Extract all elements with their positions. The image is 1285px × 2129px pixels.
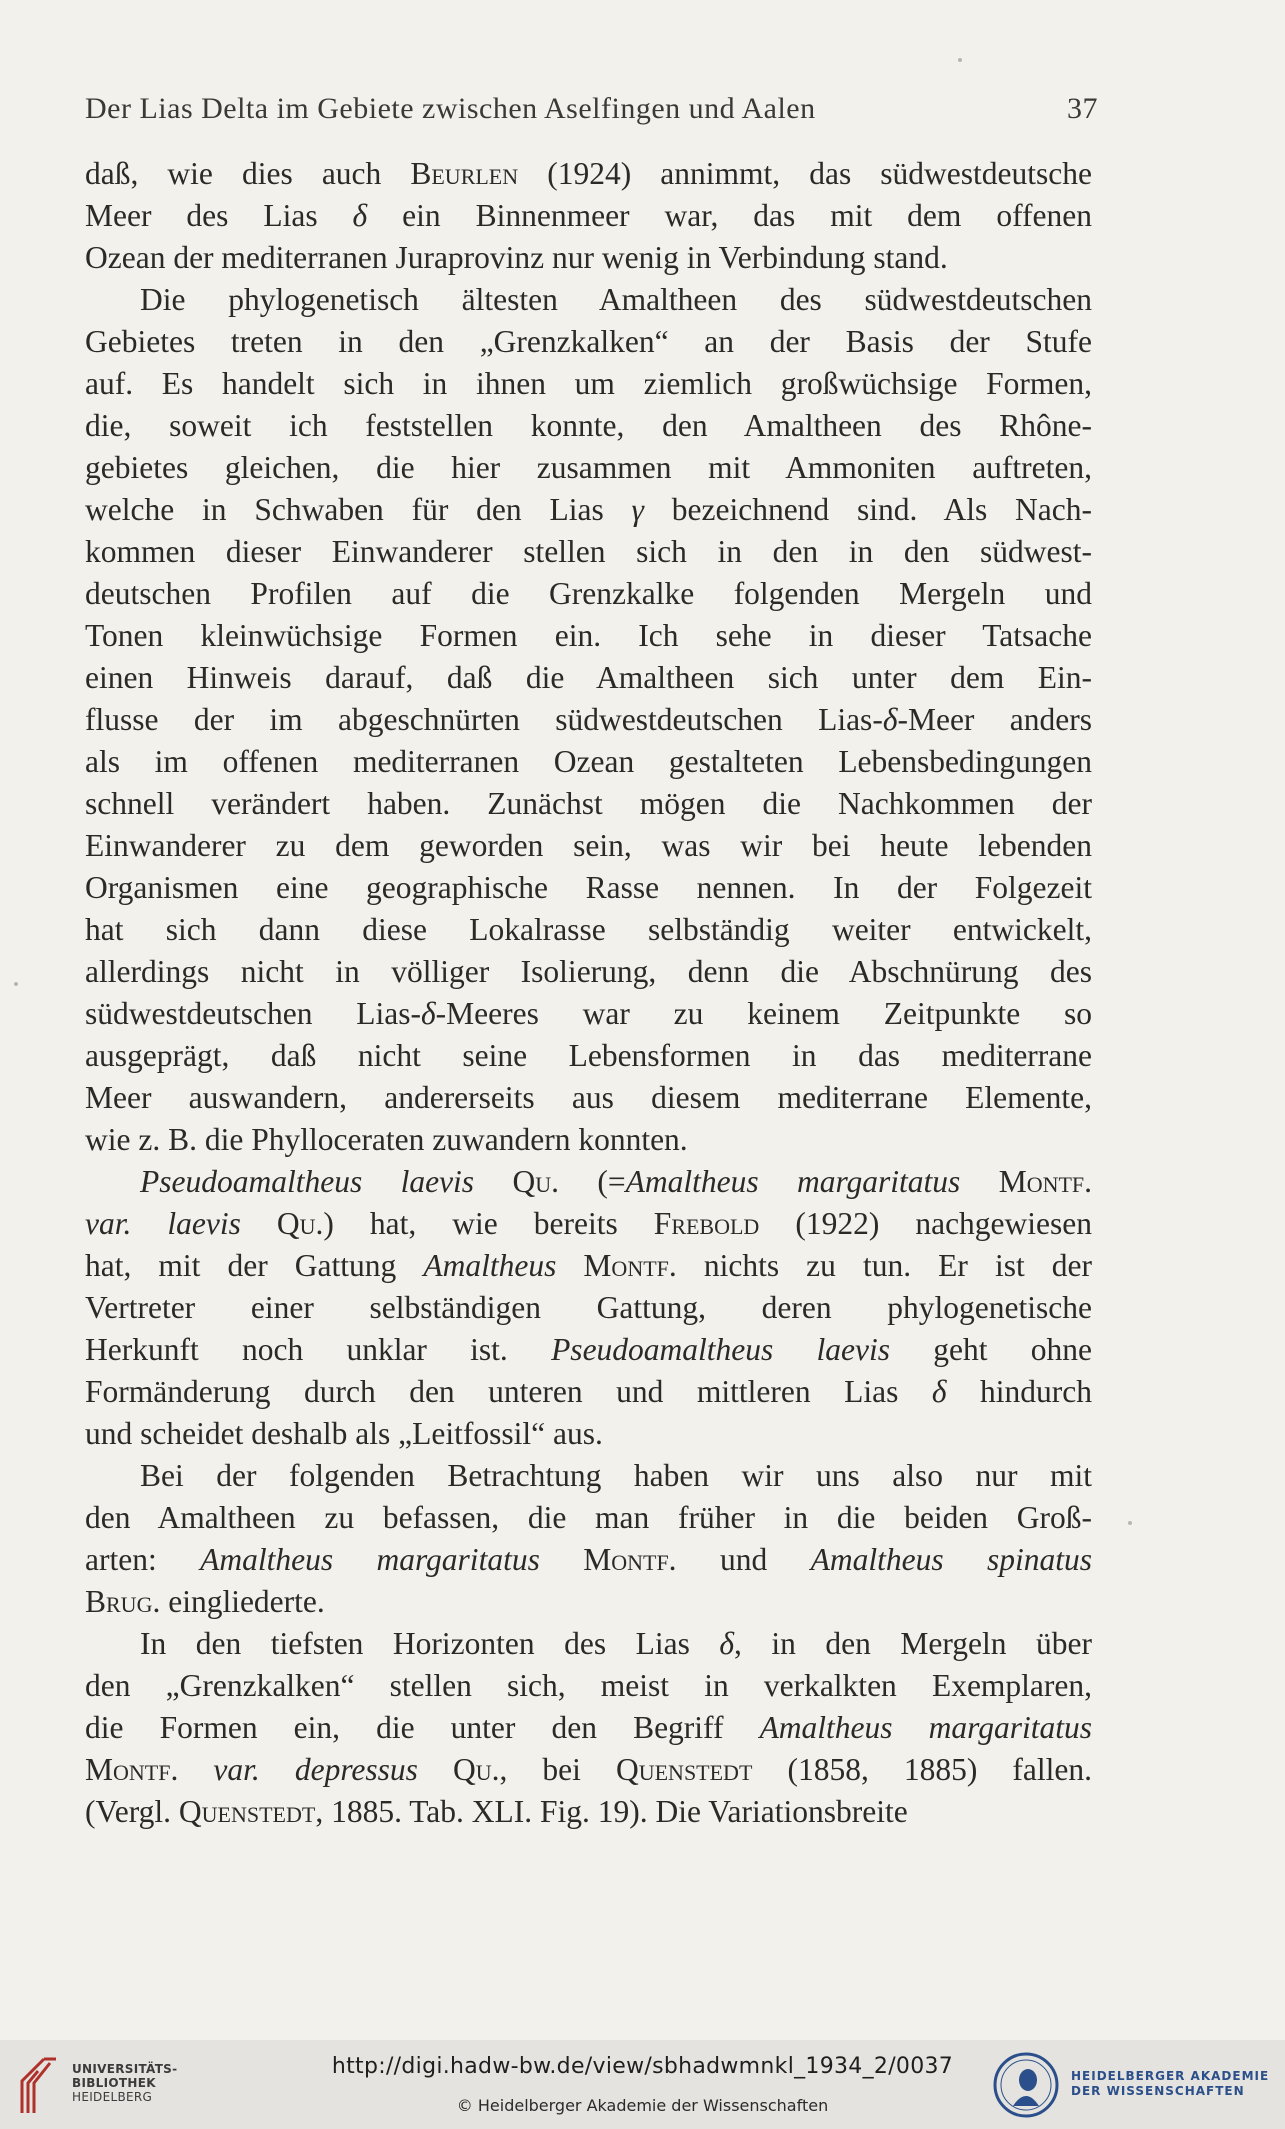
text-line: hat, mit der Gattung Amaltheus Montf. nichts zu tun. Er ist der [85, 1248, 1092, 1283]
text-line: Meer des Lias δ ein Binnenmeer war, das mit dem offenen [85, 198, 1092, 233]
text-line: Pseudoamaltheus laevis Qu. (=Amaltheus margaritatus Montf. [140, 1164, 1093, 1199]
paragraph [85, 1455, 1092, 1623]
text-line: deutschen Profilen auf die Grenzkalke folgenden Mergeln und [85, 576, 1092, 611]
speck [1128, 1521, 1132, 1525]
text-line: die Formen ein, die unter den Begriff Amaltheus margaritatus [85, 1710, 1092, 1745]
text-line: Montf. var. depressus Qu., bei Quenstedt (1858, 1885) fallen. [85, 1752, 1093, 1787]
paragraph [85, 153, 1092, 279]
text-line: südwestdeutschen Lias-δ-Meeres war zu keinem Zeitpunkte so [85, 996, 1092, 1031]
text-line: Organismen eine geographische Rasse nennen. In der Folgezeit [85, 870, 1092, 905]
text-line: die, soweit ich feststellen konnte, den Amaltheen des Rhône- [85, 408, 1092, 443]
copyright-notice: © Heidelberger Akademie der Wissenschaften [456, 2096, 829, 2115]
text-line: Herkunft noch unklar ist. Pseudoamaltheus laevis geht ohne [85, 1332, 1092, 1367]
text-line: hat sich dann diese Lokalrasse selbständig weiter entwickelt, [85, 912, 1092, 947]
text-line: Ozean der mediterranen Juraprovinz nur wenig in Verbindung stand. [85, 240, 948, 275]
text-line: den Amaltheen zu befassen, die man früher in die beiden Groß- [85, 1500, 1092, 1535]
text-line: Gebietes treten in den „Grenzkalken“ an der Basis der Stufe [85, 324, 1092, 359]
text-line: Die phylogenetisch ältesten Amaltheen des südwestdeutschen [140, 282, 1092, 317]
text-line: arten: Amaltheus margaritatus Montf. und Amaltheus spinatus [85, 1542, 1092, 1577]
body-text [85, 153, 1092, 1833]
page-number: 37 [1067, 92, 1098, 125]
text-line: wie z. B. die Phylloceraten zuwandern konnten. [85, 1122, 688, 1157]
text-line: und scheidet deshalb als „Leitfossil“ aus. [85, 1416, 603, 1451]
text-line: auf. Es handelt sich in ihnen um ziemlich großwüchsige Formen, [85, 366, 1092, 401]
text-line: welche in Schwaben für den Lias γ bezeichnend sind. Als Nach- [85, 492, 1092, 527]
paragraph [85, 279, 1092, 1161]
running-title: Der Lias Delta im Gebiete zwischen Aselfingen und Aalen [85, 92, 816, 125]
text-line: flusse der im abgeschnürten südwestdeutschen Lias-δ-Meer anders [85, 702, 1092, 737]
text-line: kommen dieser Einwanderer stellen sich in den in den südwest- [85, 534, 1092, 569]
text-line: ausgeprägt, daß nicht seine Lebensformen in das mediterrane [85, 1038, 1092, 1073]
text-line: Brug. eingliederte. [85, 1584, 325, 1619]
text-line: Tonen kleinwüchsige Formen ein. Ich sehe in dieser Tatsache [85, 618, 1092, 653]
text-line: Meer auswandern, andererseits aus diesem mediterrane Elemente, [85, 1080, 1092, 1115]
text-line: Einwanderer zu dem geworden sein, was wir bei heute lebenden [85, 828, 1092, 863]
text-line: einen Hinweis darauf, daß die Amaltheen sich unter dem Ein- [85, 660, 1092, 695]
text-line: In den tiefsten Horizonten des Lias δ, in den Mergeln über [140, 1626, 1092, 1661]
text-line: Bei der folgenden Betrachtung haben wir uns also nur mit [140, 1458, 1092, 1493]
text-line: var. laevis Qu.) hat, wie bereits Frebold (1922) nachgewiesen [85, 1206, 1093, 1241]
text-line: schnell verändert haben. Zunächst mögen die Nachkommen der [85, 786, 1092, 821]
text-line: allerdings nicht in völliger Isolierung, denn die Abschnürung des [85, 954, 1092, 989]
running-head [85, 92, 1098, 126]
academy-seal-icon [993, 2052, 1059, 2118]
speck [958, 58, 962, 62]
text-line: (Vergl. Quenstedt, 1885. Tab. XLI. Fig. 19). Die Variationsbreite [85, 1794, 908, 1829]
text-line: Formänderung durch den unteren und mittleren Lias δ hindurch [85, 1374, 1092, 1409]
university-library-name: UNIVERSITÄTS- BIBLIOTHEK HEIDELBERG [72, 2062, 178, 2104]
text-line: gebietes gleichen, die hier zusammen mit Ammoniten auftreten, [85, 450, 1092, 485]
text-line: als im offenen mediterranen Ozean gestalteten Lebensbedingungen [85, 744, 1092, 779]
digital-copy-url[interactable]: http://digi.hadw-bw.de/view/sbhadwmnkl_1934_2/0037 [331, 2054, 954, 2079]
viewer-footer [0, 2040, 1285, 2129]
text-line: den „Grenzkalken“ stellen sich, meist in verkalkten Exemplaren, [85, 1668, 1092, 1703]
text-line: daß, wie dies auch Beurlen (1924) annimmt, das südwestdeutsche [85, 156, 1092, 191]
academy-name: HEIDELBERGER AKADEMIE DER WISSENSCHAFTEN [1071, 2069, 1270, 2098]
text-line: Vertreter einer selbständigen Gattung, deren phylogenetische [85, 1290, 1092, 1325]
paragraph [85, 1161, 1092, 1455]
paragraph [85, 1623, 1092, 1833]
speck [14, 982, 18, 986]
